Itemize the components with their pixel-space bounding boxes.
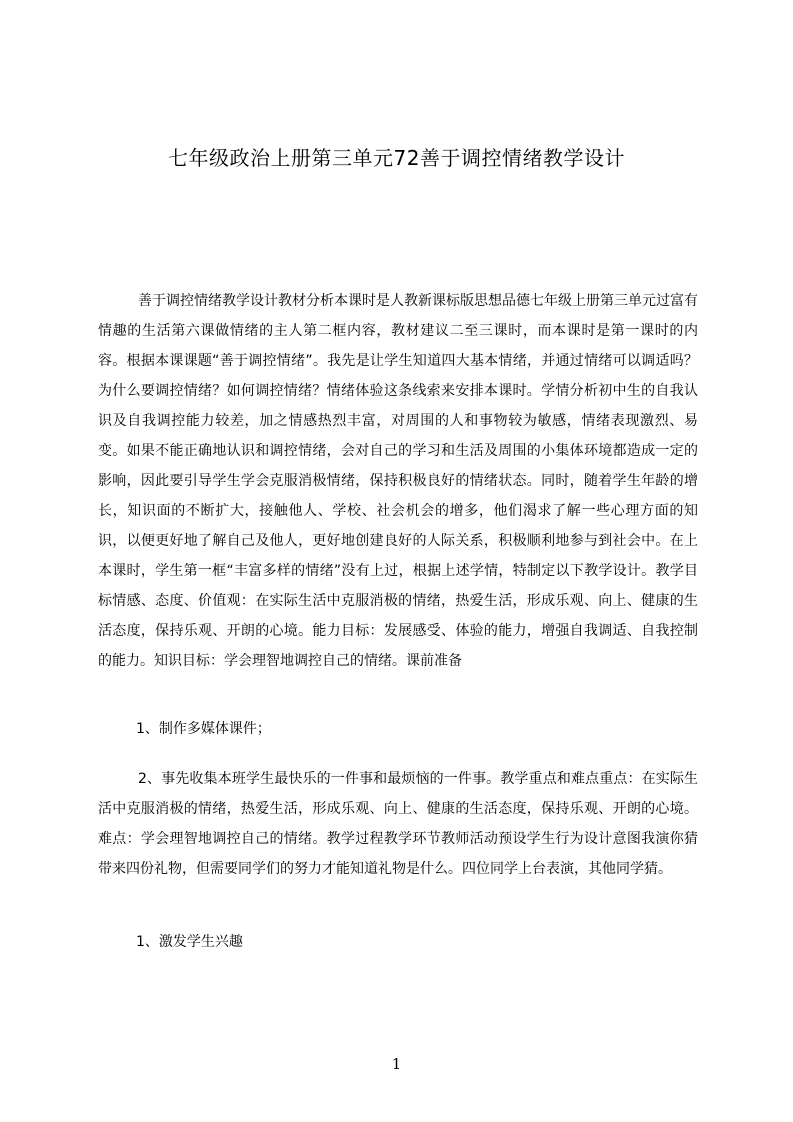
body-paragraph-2: 2、事先收集本班学生最快乐的一件事和最烦恼的一件事。教学重点和难点重点：在实际生活中克服消极的情绪，热爱生活，形成乐观、向上、健康的生活态度，保持乐观、开朗的心境。难点：学会理智地调控自己的情绪。教学过程教学环节教师活动预设学生行为设计意图我演你猜带来四份礼物，但需要同学们的努力才能知道礼物是什么。四位同学上台表演，其他同学猜。 [98, 771, 698, 877]
list-item-prepare-courseware: 1、制作多媒体课件； [136, 721, 271, 737]
list-item-stimulate-interest: 1、激发学生兴趣 [136, 934, 243, 950]
body-paragraph-1: 善于调控情绪教学设计教材分析本课时是人教新课标版思想品德七年级上册第三单元过富有情趣的生活第六课做情绪的主人第二框内容，教材建议二至三课时，而本课时是第一课时的内容。根据本课课题“善于调控情绪”。我先是让学生知道四大基本情绪，并通过情绪可以调适吗？为什么要调控情绪？如何调控情绪？情绪体验这条线索来安排本课时。学情分析初中生的自我认识及自我调控能力较差，加之情感热烈丰富，对周围的人和事物较为敏感，情绪表现激烈、易变。如果不能正确地认识和调控情绪，会对自己的学习和生活及周围的小集体环境都造成一定的影响，因此要引导学生学会克服消极情绪，保持积极良好的情绪状态。同时，随着学生年龄的增长，知识面的不断扩大，接触他人、学校、社会机会的增多，他们渴求了解一些心理方面的知识，以便更好地了解自己及他人，更好地创建良好的人际关系，积极顺利地参与到社会中。在上本课时，学生第一框“丰富多样的情绪”没有上过，根据上述学情，特制定以下教学设计。教学目标情感、态度、价值观：在实际生活中克服消极的情绪，热爱生活，形成乐观、向上、健康的生活态度，保持乐观、开朗的心境。能力目标：发展感受、体验的能力，增强自我调适、自我控制的能力。知识目标：学会理智地调控自己的情绪。课前准备 [98, 293, 698, 669]
document-title: 七年级政治上册第三单元72善于调控情绪教学设计 [168, 146, 625, 170]
page-number: 1 [391, 1055, 402, 1073]
